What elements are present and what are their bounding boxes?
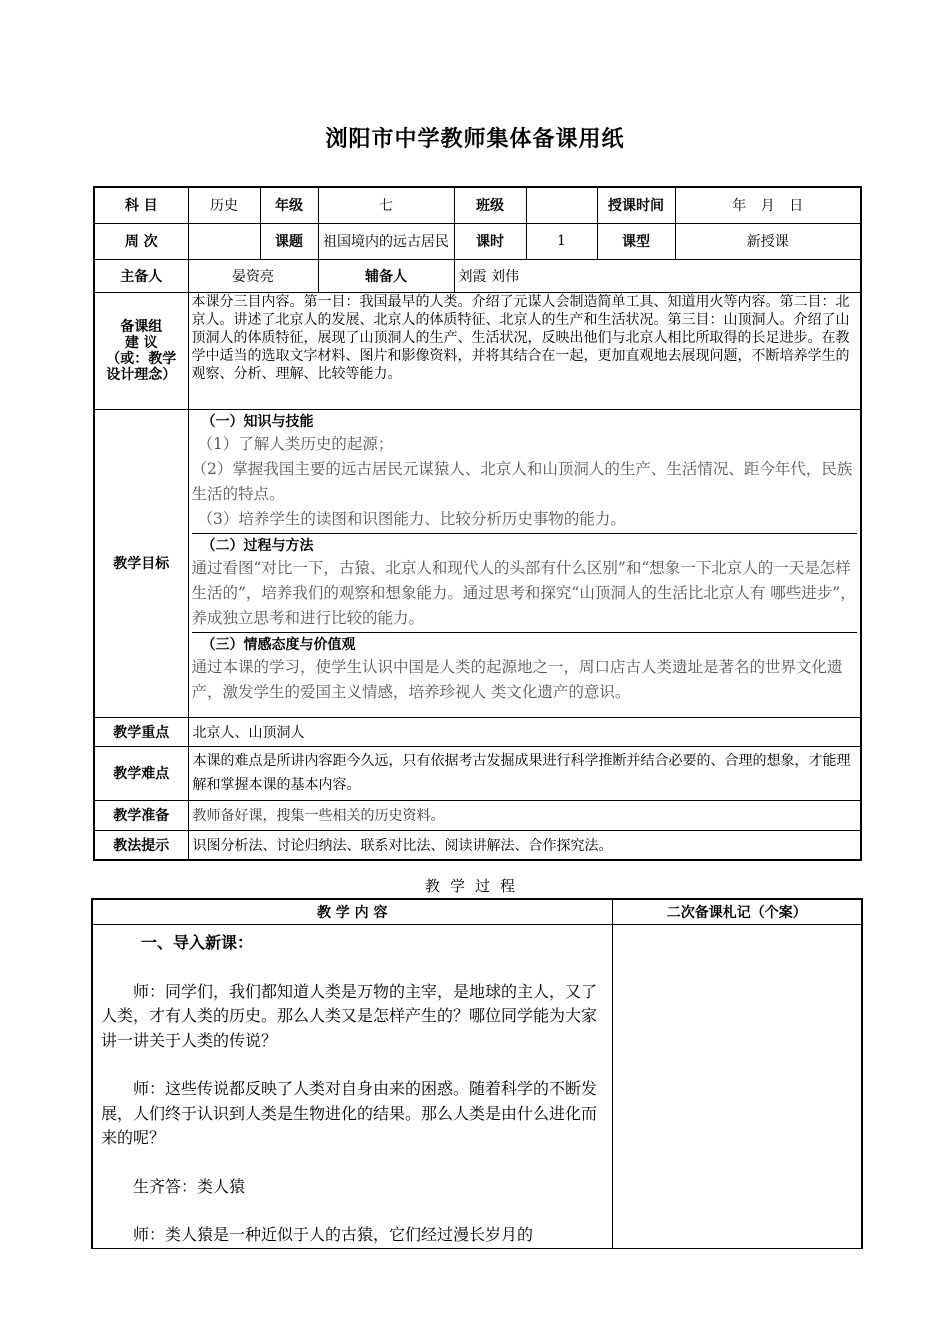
difficulty-row <box>94 746 861 800</box>
hours-value: 1 <box>526 223 597 259</box>
document-title: 浏阳市中学教师集体备课用纸 <box>325 127 625 152</box>
process-header-row <box>92 899 862 925</box>
grade-label: 年级 <box>260 187 318 223</box>
hours-label: 课时 <box>454 223 526 259</box>
process-table <box>91 898 863 1249</box>
key-points-label: 教学重点 <box>94 717 188 746</box>
time-value: 年 月 日 <box>675 187 861 223</box>
process-body-row <box>92 925 862 1249</box>
class-value <box>526 187 597 223</box>
process-section-title: 教学过程 <box>424 877 525 895</box>
teacher-paragraph-3: 师：类人猿是一种近似于人的古猿，它们经过漫长岁月的 <box>133 1225 534 1244</box>
process-title: （二）过程与方法 <box>201 537 314 554</box>
methods-text: 识图分析法、讨论归纳法、联系对比法、阅读讲解法、合作探究法。 <box>188 830 861 860</box>
knowledge-title: （一）知识与技能 <box>201 413 314 430</box>
design-label: 备课组 建 议 （或：教学 设计理念） <box>94 292 188 409</box>
key-points-text: 北京人、山顶洞人 <box>188 717 861 746</box>
subject-label: 科 目 <box>94 187 188 223</box>
type-value: 新授课 <box>675 223 861 259</box>
emotion-title: （三）情感态度与价值观 <box>201 636 356 653</box>
lead-teacher-label: 主备人 <box>94 259 188 292</box>
preparation-label: 教学准备 <box>94 800 188 830</box>
lead-teacher-value: 晏资亮 <box>188 259 318 292</box>
time-label: 授课时间 <box>597 187 675 223</box>
difficulty-label: 教学难点 <box>94 746 188 800</box>
knowledge-item-3: （3）培养学生的读图和识图能力、比较分析历史事物的能力。 <box>197 509 626 528</box>
header-row-1 <box>94 187 861 223</box>
topic-value: 祖国境内的远古居民 <box>318 223 454 259</box>
assist-teacher-label: 辅备人 <box>318 259 454 292</box>
notes-cell <box>612 925 862 1249</box>
topic-label: 课题 <box>260 223 318 259</box>
week-label: 周 次 <box>94 223 188 259</box>
intro-heading: 一、导入新课： <box>141 933 254 952</box>
notes-column-header: 二次备课札记（个案） <box>612 899 862 925</box>
design-row <box>94 292 861 409</box>
week-value <box>188 223 260 259</box>
teacher-paragraph-2: 师：这些传说都反映了人类对自身由来的困惑。随着科学的不断发展，人们终于认识到人类是生物进化的结果。那么人类是由什么进化而来的呢？ <box>101 1079 598 1147</box>
goals-row <box>94 409 861 717</box>
content-column-header: 教 学 内 容 <box>92 899 612 925</box>
process-text: 通过看图“对比一下，古猿、北京人和现代人的头部有什么区别”和“想象一下北京人的一天是怎样生活的”，培养我们的观察和想象能力。通过思考和探究“山顶洞人的生活比北京人有 哪些进步”，养成独立思考和进行比较的能力。 <box>191 558 856 627</box>
emotion-block <box>192 633 858 706</box>
process-content-cell <box>92 925 612 1249</box>
design-text: 本课分三目内容。第一目：我国最早的人类。介绍了元谋人会制造简单工具、知道用火等内容。第二目：北京人。讲述了北京人的发展、北京人的体质特征、北京人的生产和生活状况。第三目：山顶洞人。介绍了山顶洞人的体质特征，展现了山顶洞人的生产、生活状况，反映出他们与北京人相比所取得的长足进步。在教学中适当的选取文字材料、图片和影像资料，并将其结合在一起，更加直观地去展现问题，不断培养学生的观察、分析、理解、比较等能力。 <box>188 292 861 409</box>
knowledge-item-1: （1）了解人类历史的起源； <box>197 434 394 453</box>
goals-label: 教学目标 <box>94 409 188 717</box>
key-points-row <box>94 717 861 746</box>
assist-teacher-value: 刘霞 刘伟 <box>454 259 861 292</box>
student-answer: 生齐答：类人猿 <box>133 1176 246 1196</box>
goals-content <box>188 409 861 717</box>
grade-value: 七 <box>318 187 454 223</box>
emotion-text: 通过本课的学习，使学生认识中国是人类的起源地之一，周口店古人类遗址是著名的世界文化遗产，激发学生的爱国主义情感，培养珍视人 类文化遗产的意识。 <box>191 657 843 701</box>
header-row-3 <box>94 259 861 292</box>
knowledge-item-2: （2）掌握我国主要的远古居民元谋猿人、北京人和山顶洞人的生产、生活情况、距今年代，民族生活的特点。 <box>191 459 853 503</box>
methods-label: 教法提示 <box>94 830 188 860</box>
type-label: 课型 <box>597 223 675 259</box>
preparation-row <box>94 800 861 830</box>
teacher-paragraph-1: 师：同学们，我们都知道人类是万物的主宰，是地球的主人，又了人类，才有人类的历史。那么人类又是怎样产生的？哪位同学能为大家讲一讲关于人类的传说？ <box>101 981 598 1050</box>
class-label: 班级 <box>454 187 526 223</box>
difficulty-text: 本课的难点是所讲内容距今久远，只有依据考古发掘成果进行科学推断并结合必要的、合理的想象，才能理解和掌握本课的基本内容。 <box>188 746 861 800</box>
subject-value: 历史 <box>188 187 260 223</box>
methods-row <box>94 830 861 860</box>
lesson-info-table <box>93 186 862 861</box>
preparation-text: 教师备好课，搜集一些相关的历史资料。 <box>188 800 861 830</box>
knowledge-block <box>192 410 858 534</box>
process-block <box>192 534 858 633</box>
header-row-2 <box>94 223 861 259</box>
